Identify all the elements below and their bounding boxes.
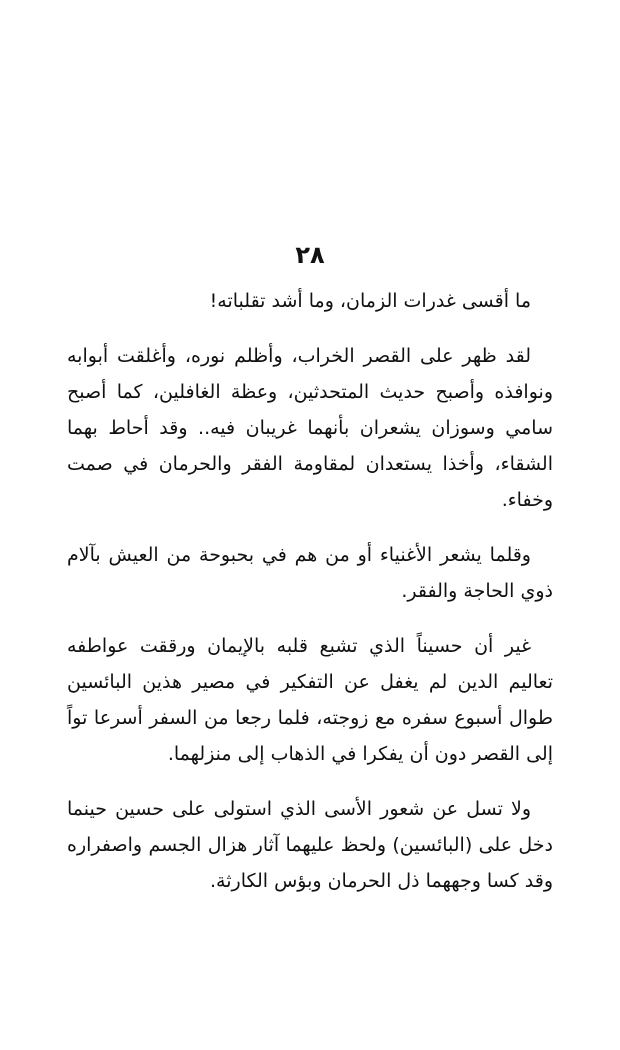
paragraph: وقلما يشعر الأغنياء أو من هم في بحبوحة من العيش بآلام ذوي الحاجة والفقر. xyxy=(67,544,553,602)
paragraph: لقد ظهر على القصر الخراب، وأظلم نوره، وأغلقت أبوابه ونوافذه وأصبح حديث المتحدثين، وعظة الغافلين، كما أصبح سامي وسوزان يشعران بأنهما غريبان فيه.. وقد أحاط بهما الشقاء، وأخذا يستعدان لمقاومة الفقر والحرمان في صمت وخفاء. xyxy=(67,345,553,511)
page-number: ٢٨ xyxy=(295,241,325,269)
paragraph: ولا تسل عن شعور الأسى الذي استولى على حسين حينما دخل على (البائسين) ولحظ عليهما آثار هزال الجسم واصفراره وقد كسا وجههما ذل الحرمان وبؤس الكارثة. xyxy=(67,798,553,892)
paragraph: غير أن حسيناً الذي تشبع قلبه بالإيمان ورققت عواطفه تعاليم الدين لم يغفل عن التفكير في مصير هذين البائسين طوال أسبوع سفره مع زوجته، فلما رجعا من السفر أسرعا تواً إلى القصر دون أن يفكرا في الذهاب إلى منزلهما. xyxy=(67,635,553,765)
page-body-text xyxy=(67,283,553,918)
paragraph: ما أقسى غدرات الزمان، وما أشد تقلباته! xyxy=(209,290,531,312)
